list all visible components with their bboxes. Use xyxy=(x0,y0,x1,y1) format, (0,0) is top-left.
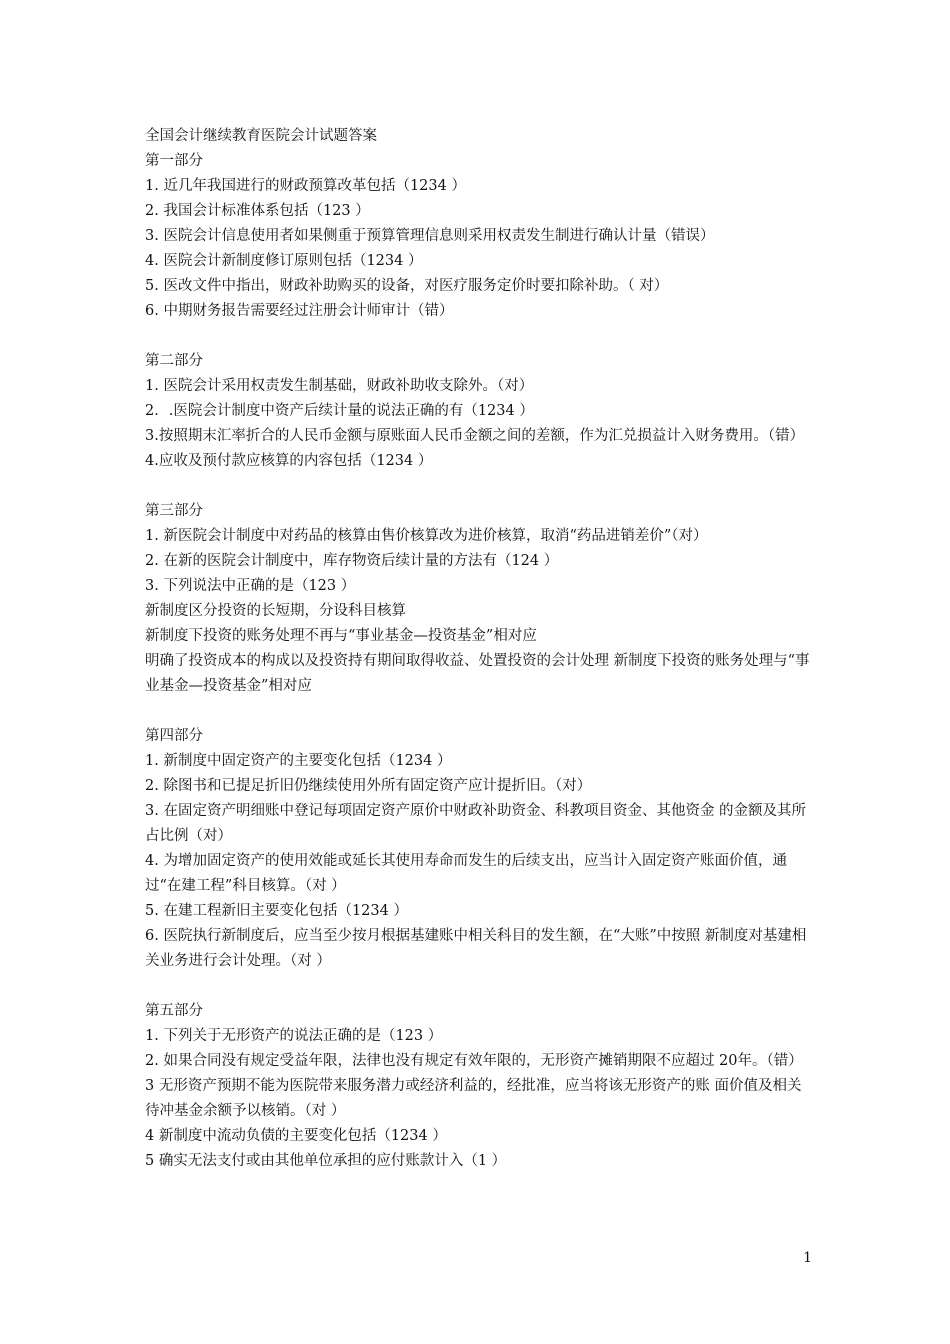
section xyxy=(145,149,811,324)
question-line: 2. 除图书和已提足折旧仍继续使用外所有固定资产应计提折旧。（对） xyxy=(145,778,592,794)
question-line: 2. 在新的医院会计制度中，库存物资后续计量的方法有（124 ） xyxy=(145,553,559,569)
question-line: 4. 医院会计新制度修订原则包括（1234 ） xyxy=(145,253,423,269)
section xyxy=(145,499,811,699)
question-line: 新制度下投资的账务处理不再与“事业基金—投资基金”相对应 xyxy=(145,628,537,644)
question-line: 1. 下列关于无形资产的说法正确的是（123 ） xyxy=(145,1028,443,1044)
question-line: 5. 医改文件中指出，财政补助购买的设备，对医疗服务定价时要扣除补助。（ 对） xyxy=(145,278,669,294)
section-heading: 第三部分 xyxy=(145,503,203,519)
question-line: 3 无形资产预期不能为医院带来服务潜力或经济利益的，经批准，应当将该无形资产的账 面价值及相关待冲基金余额予以核销。（对 ） xyxy=(145,1078,802,1119)
question-line: 3. 下列说法中正确的是（123 ） xyxy=(145,578,356,594)
question-line: 3.按照期末汇率折合的人民币金额与原账面人民币金额之间的差额，作为汇兑损益计入财务费用。（错） xyxy=(145,428,805,444)
page-number: 1 xyxy=(803,1250,812,1266)
section-heading: 第二部分 xyxy=(145,353,203,369)
question-line: 5. 在建工程新旧主要变化包括（1234 ） xyxy=(145,903,408,919)
section xyxy=(145,724,811,974)
question-line: 3. 在固定资产明细账中登记每项固定资产原价中财政补助资金、科教项目资金、其他资金 的金额及其所占比例（对） xyxy=(145,803,807,844)
question-line: 1. 医院会计采用权责发生制基础，财政补助收支除外。（对） xyxy=(145,378,534,394)
section-heading: 第五部分 xyxy=(145,1003,203,1019)
question-line: 6. 医院执行新制度后，应当至少按月根据基建账中相关科目的发生额，在“大账”中按照 新制度对基建相关业务进行会计处理。（对 ） xyxy=(145,928,807,969)
question-line: 4. 为增加固定资产的使用效能或延长其使用寿命而发生的后续支出，应当计入固定资产账面价值，通过“在建工程”科目核算。（对 ） xyxy=(145,853,787,894)
question-line: 1. 新制度中固定资产的主要变化包括（1234 ） xyxy=(145,753,452,769)
sections-container xyxy=(145,149,811,1174)
question-line: 2．.医院会计制度中资产后续计量的说法正确的有（1234 ） xyxy=(145,403,534,419)
question-line: 4.应收及预付款应核算的内容包括（1234 ） xyxy=(145,453,433,469)
section-heading: 第一部分 xyxy=(145,153,203,169)
section-heading: 第四部分 xyxy=(145,728,203,744)
question-line: 1. 近几年我国进行的财政预算改革包括（1234 ） xyxy=(145,178,466,194)
question-line: 6. 中期财务报告需要经过注册会计师审计（错） xyxy=(145,303,454,319)
question-line: 5 确实无法支付或由其他单位承担的应付账款计入（1 ） xyxy=(145,1153,507,1169)
section xyxy=(145,999,811,1174)
question-line: 明确了投资成本的构成以及投资持有期间取得收益、处置投资的会计处理 新制度下投资的账务处理与“事业基金—投资基金”相对应 xyxy=(145,653,810,694)
question-line: 3. 医院会计信息使用者如果侧重于预算管理信息则采用权责发生制进行确认计量（错误） xyxy=(145,228,715,244)
question-line: 4 新制度中流动负债的主要变化包括（1234 ） xyxy=(145,1128,447,1144)
question-line: 2. 我国会计标准体系包括（123 ） xyxy=(145,203,370,219)
question-line: 2. 如果合同没有规定受益年限，法律也没有规定有效年限的，无形资产摊销期限不应超过 20年。（错） xyxy=(145,1053,803,1069)
section xyxy=(145,349,811,474)
question-line: 新制度区分投资的长短期，分设科目核算 xyxy=(145,603,406,619)
question-line: 1. 新医院会计制度中对药品的核算由售价核算改为进价核算，取消“药品进销差价”（对） xyxy=(145,528,708,544)
document-title: 全国会计继续教育医院会计试题答案 xyxy=(145,128,377,144)
document-body xyxy=(145,124,811,1174)
